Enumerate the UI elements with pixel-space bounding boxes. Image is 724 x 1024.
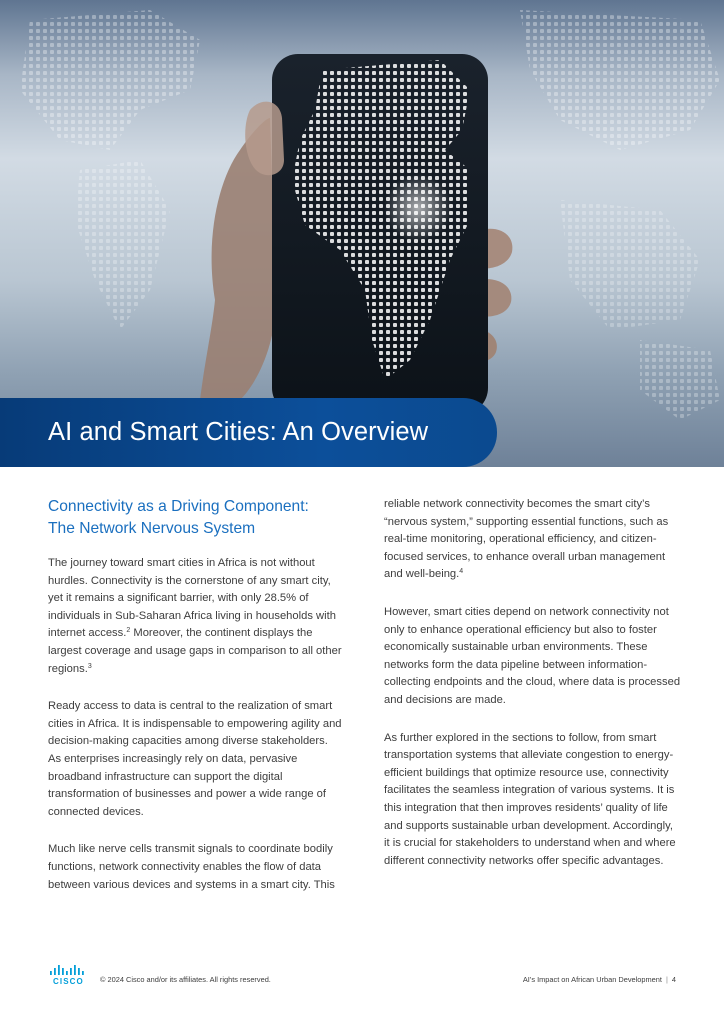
right-column (384, 496, 681, 890)
paragraph (384, 496, 681, 584)
footnote-ref[interactable]: 3 (87, 662, 92, 670)
paragraph-text: As further explored in the sections to follow, from smart transportation systems that alleviate congestion to energy-efficient buildings that optimize resource use, connectivity facilitates the seamless integration of various systems. It is this integration that then improves residents’ quality of life and supports sustainable urban development. Accordingly, it is crucial for stakeholders to understand when and where different connectivity networks offer specific advantages. (384, 731, 676, 867)
paragraph-text: However, smart cities depend on network connectivity not only to enhance operational efficiency but also to foster economically sustainable urban environments. These networks form the data pipeline between information-collecting endpoints and the cloud, where data is processed and decisions are made. (384, 605, 681, 706)
subheading-line-1: Connectivity as a Driving Component: (48, 498, 309, 515)
left-column (48, 496, 343, 914)
page-title: AI and Smart Cities: An Overview (48, 418, 429, 446)
footer-doc-title: AI’s Impact on African Urban Development (522, 975, 662, 984)
paragraph (48, 841, 343, 894)
paragraph-text: Moreover, the continent displays the largest coverage and usage gaps in comparison to all other regions. (48, 627, 342, 675)
hero-illustration (0, 0, 724, 467)
paragraph-text: Ready access to data is central to the realization of smart cities in Africa. It is indispensable to empowering agility and decision-making capacities among diverse stakeholders. As enterprises increasingly rely on data, pervasive broadband infrastructure can support the digital transformation of businesses and power a wide range of connected devices. (48, 700, 342, 818)
paragraph-text: Much like nerve cells transmit signals to coordinate bodily functions, network connectivity enables the flow of data between various devices and systems in a smart city. This (48, 843, 335, 891)
footer-doc-info (523, 975, 676, 984)
paragraph-text: The journey toward smart cities in Africa is not without hurdles. Connectivity is the cornerstone of any smart city, yet it remains a significant barrier, with only 28.5% of individuals in Sub-Saharan Africa living in households with internet access. (48, 557, 336, 640)
hero-image (0, 0, 724, 467)
footer-separator: | (665, 975, 668, 984)
paragraph (48, 555, 343, 678)
footnote-ref[interactable]: 4 (459, 568, 464, 576)
cisco-bars-icon (50, 965, 84, 976)
paragraph (384, 730, 681, 871)
title-band (0, 398, 497, 467)
cisco-logo (48, 965, 88, 989)
cisco-wordmark: CISCO (53, 977, 84, 986)
paragraph (48, 698, 343, 821)
subheading-line-2: The Network Nervous System (48, 519, 256, 537)
paragraph-text: reliable network connectivity becomes the smart city’s “nervous system,” supporting essential functions, such as real-time monitoring, operational efficiency, and citizen-focused services, to enhance overall urban management and well-being. (384, 498, 669, 581)
page-footer (48, 965, 676, 989)
page-number: 4 (671, 975, 676, 984)
section-subheading (48, 496, 343, 539)
copyright-text: © 2024 Cisco and/or its affiliates. All rights reserved. (100, 975, 271, 984)
footnote-ref[interactable]: 2 (126, 627, 131, 635)
paragraph (384, 604, 681, 710)
